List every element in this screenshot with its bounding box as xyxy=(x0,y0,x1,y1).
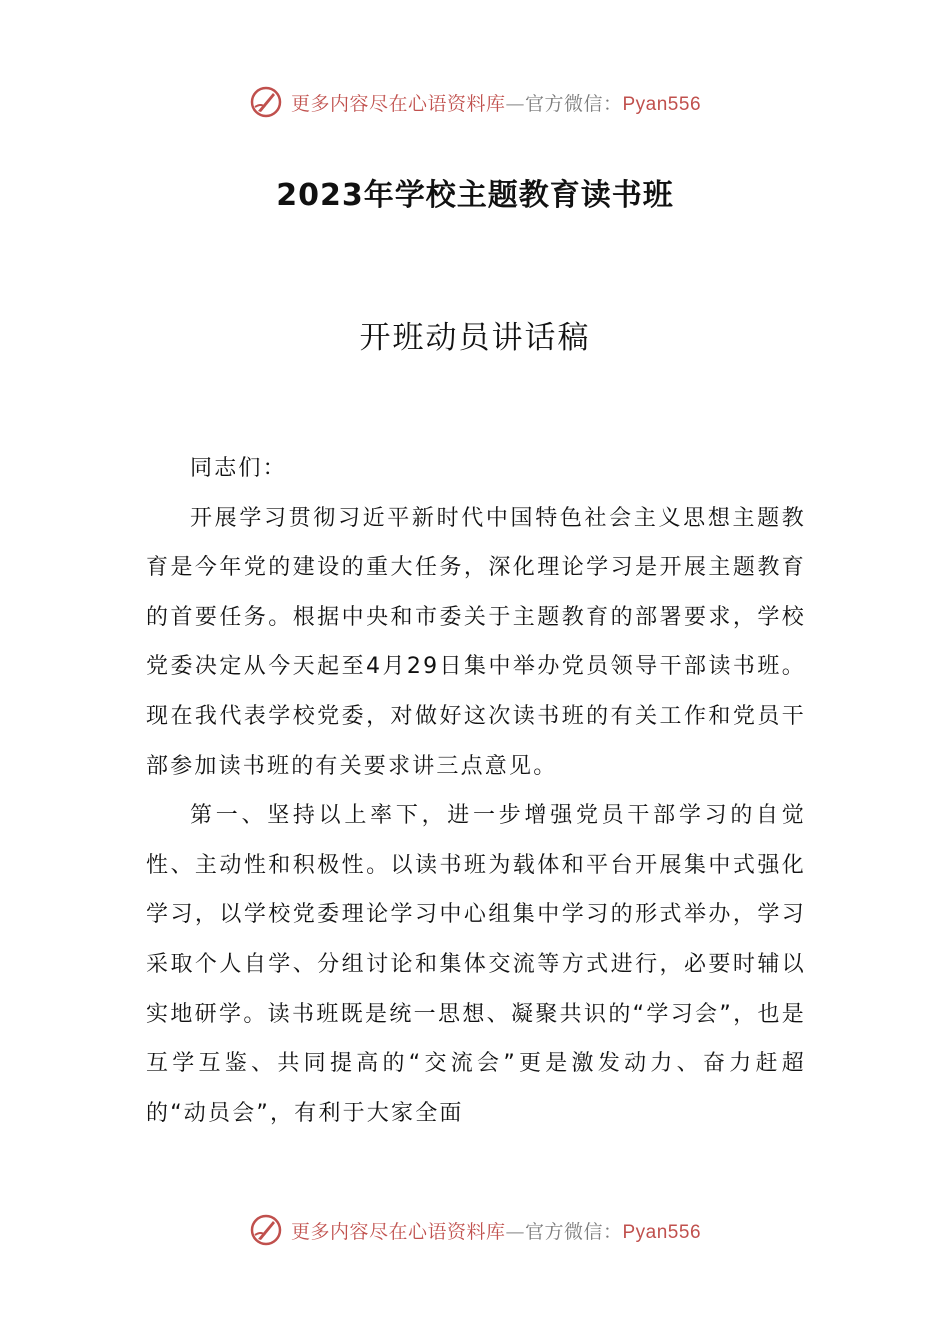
watermark-footer xyxy=(0,1210,950,1250)
quill-logo-icon xyxy=(249,1213,283,1247)
watermark-text xyxy=(291,89,701,116)
watermark-separator: — xyxy=(505,1220,525,1243)
watermark-main-text: 更多内容尽在心语资料库 xyxy=(290,1220,506,1243)
watermark-label: 官方微信： xyxy=(524,1220,623,1243)
watermark-separator: — xyxy=(505,92,525,115)
watermark-label: 官方微信： xyxy=(524,92,623,115)
document-subtitle: 开班动员讲话稿 xyxy=(359,320,591,356)
paragraph: 开展学习贯彻习近平新时代中国特色社会主义思想主题教育是今年党的建设的重大任务，深化理论学习是开展主题教育的首要任务。根据中央和市委关于主题教育的部署要求，学校党委决定从今天起至4月29日集中举办党员领导干部读书班。现在我代表学校党委，对做好这次读书班的有关工作和党员干部参加读书班的有关要求讲三点意见。 xyxy=(146,505,806,779)
watermark-wechat-id: Pyan556 xyxy=(622,93,702,115)
watermark-wechat-id: Pyan556 xyxy=(622,1221,702,1243)
salutation: 同志们： xyxy=(190,456,287,481)
watermark-text xyxy=(291,1217,701,1244)
document-title: 2023年学校主题教育读书班 xyxy=(276,178,674,213)
quill-logo-icon xyxy=(249,85,283,119)
paragraph: 第一、坚持以上率下，进一步增强党员干部学习的自觉性、主动性和积极性。以读书班为载体和平台开展集中式强化学习，以学校党委理论学习中心组集中学习的形式举办，学习采取个人自学、分组讨论和集体交流等方式进行，必要时辅以实地研学。读书班既是统一思想、凝聚共识的“学习会”，也是互学互鉴、共同提高的“交流会”更是激发动力、奋力赶超的“动员会”，有利于大家全面 xyxy=(146,803,806,1126)
watermark-main-text: 更多内容尽在心语资料库 xyxy=(290,92,506,115)
watermark-header xyxy=(0,82,950,122)
document-body xyxy=(146,444,806,1138)
